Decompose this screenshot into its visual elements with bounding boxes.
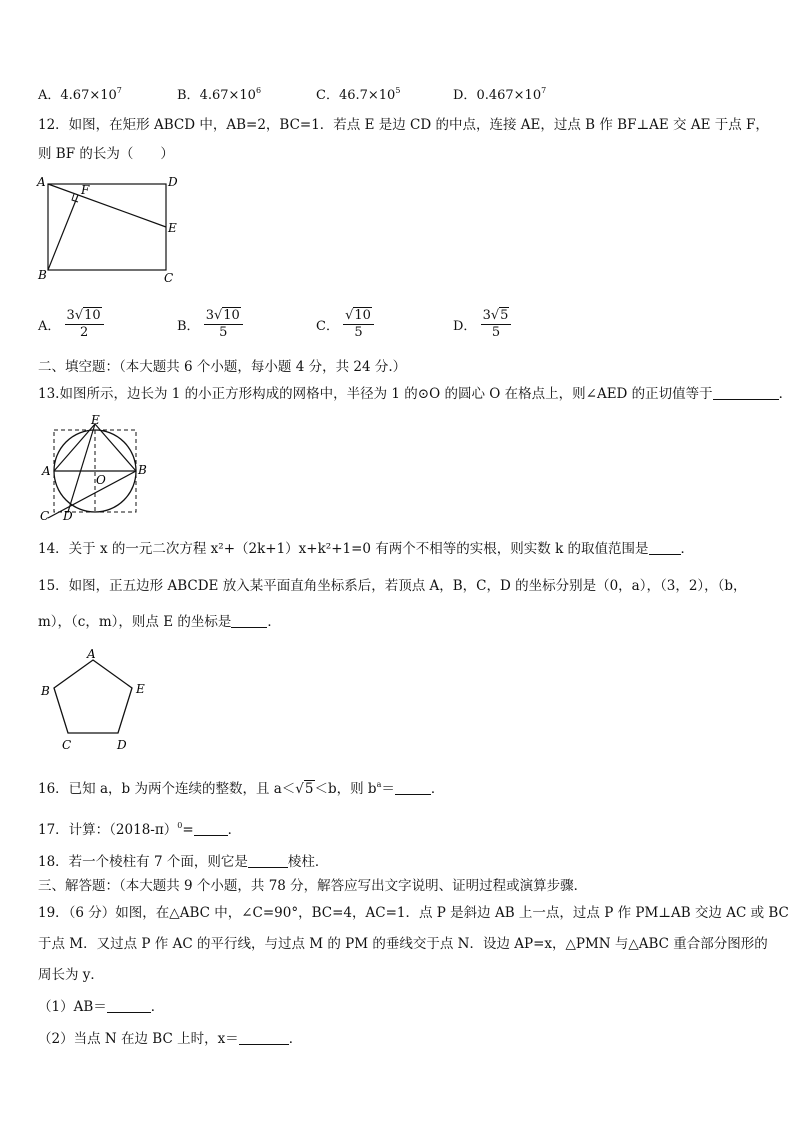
q19-sub2: （2）当点 N 在边 BC 上时，x＝ ．: [38, 1031, 303, 1047]
q12-option-b: B． $\frac{3√10}{5}$: [177, 308, 243, 341]
q12-option-c: C． $\frac{√10}{5}$: [316, 308, 374, 341]
label-c: C: [40, 509, 50, 523]
q12-option-a: A． $\frac{3√10}{2}$: [38, 308, 104, 341]
q11-option-b: B．$4.67\times 10^6$: [177, 86, 262, 103]
q19-line1: 19．（6 分）如图，在△ABC 中，∠C=90°，BC=4，AC=1．点 P 是斜边 AB 上一点，过点 P 作 PM⊥AB 交边 AC 或 BC: [38, 905, 789, 921]
q15-line2: m），（c，m），则点 E 的坐标是 ．: [38, 614, 281, 630]
q13-text: 13.如图所示，边长为 1 的小正方形构成的网格中，半径为 1 的⊙O 的圆心 O 在格点上，则∠AED 的正切值等于 ．: [38, 386, 793, 402]
label-o: O: [96, 473, 106, 487]
section2-heading: 二、填空题：（本大题共 6 个小题，每小题 4 分，共 24 分.）: [38, 359, 407, 375]
q12-line2: 则 BF 的长为（ ）: [38, 146, 174, 162]
label-a: A: [42, 464, 51, 478]
label-c: C: [62, 738, 72, 752]
label-a: A: [87, 647, 96, 661]
label-d: D: [63, 509, 73, 523]
label-b: B: [138, 463, 147, 477]
q12-rectangle-figure: [34, 172, 184, 287]
q11-option-a: A．$4.67\times 10^7$: [38, 86, 122, 103]
q18-text: 18．若一个棱柱有 7 个面，则它是 棱柱．: [38, 854, 329, 870]
q13-circle-grid-figure: [36, 412, 151, 524]
q19-line2: 于点 M．又过点 P 作 AC 的平行线，与过点 M 的 PM 的垂线交于点 N．设边 AP=x，△PMN 与△ABC 重合部分图形的: [38, 936, 768, 952]
q16-text: 16．已知 a，b 为两个连续的整数，且 a＜√5＜b，则 $b^a=$ ．: [38, 780, 445, 797]
q11-option-c: C．$46.7\times 10^5$: [316, 86, 401, 103]
label-d: D: [168, 175, 178, 189]
q11-option-d: D．$0.467\times 10^7$: [453, 86, 547, 103]
q15-line1: 15．如图，正五边形 ABCDE 放入某平面直角坐标系后，若顶点 A，B，C，D 的坐标分别是（0，a），（3，2），（b，: [38, 578, 747, 594]
label-e: E: [168, 221, 177, 235]
label-d: D: [117, 738, 127, 752]
label-c: C: [164, 271, 174, 285]
label-a: A: [37, 175, 46, 189]
q12-line1: 12．如图，在矩形 ABCD 中，AB=2，BC=1．若点 E 是边 CD 的中点，连接 AE，过点 B 作 BF⊥AE 交 AE 于点 F，: [38, 117, 769, 133]
label-f: F: [81, 183, 90, 197]
q12-option-d: D． $\frac{3√5}{5}$: [453, 308, 511, 341]
label-b: B: [41, 684, 50, 698]
q19-sub1: （1）AB＝ ．: [38, 999, 165, 1015]
section3-heading: 三、解答题：（本大题共 9 个小题，共 78 分，解答应写出文字说明、证明过程或演算步骤．: [38, 878, 588, 894]
q17-text: 17．计算：$(2018-\pi)^0=$ ．: [38, 821, 242, 838]
label-e: E: [91, 413, 100, 427]
q19-line3: 周长为 y．: [38, 967, 104, 983]
label-b: B: [38, 268, 47, 282]
q15-pentagon-figure: [36, 645, 151, 755]
label-e: E: [136, 682, 145, 696]
q14-text: 14．关于 x 的一元二次方程 x²+（2k+1）x+k²+1=0 有两个不相等的实根，则实数 k 的取值范围是 ．: [38, 541, 695, 557]
